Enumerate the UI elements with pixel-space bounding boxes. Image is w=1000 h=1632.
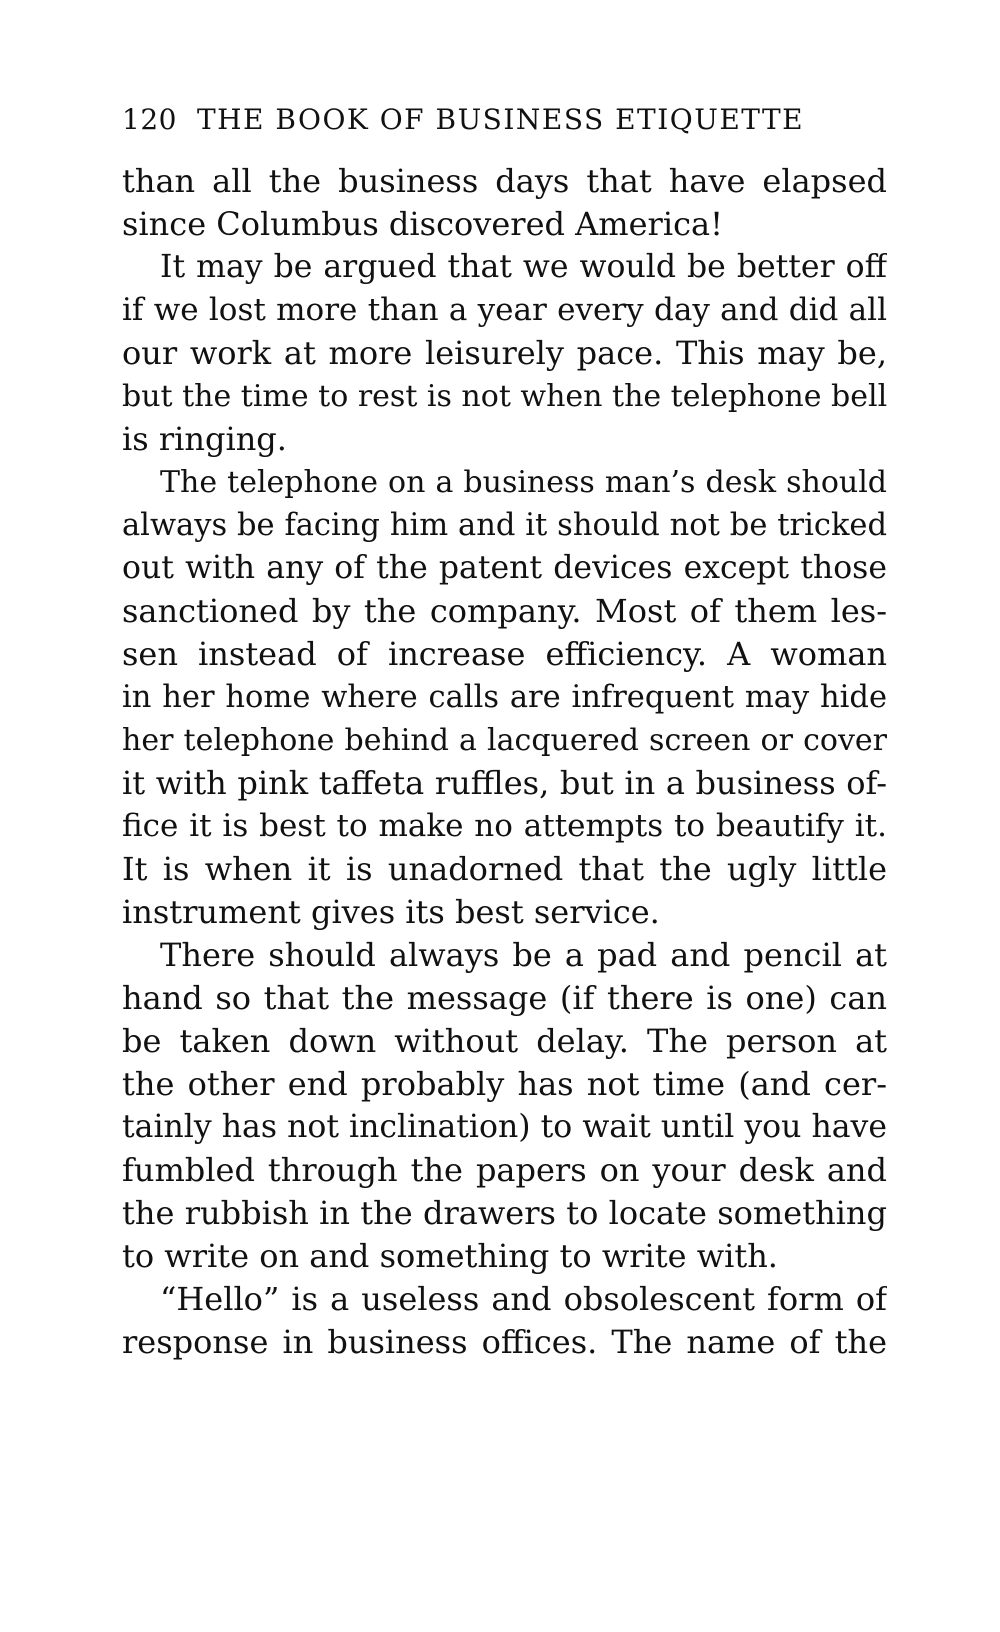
text-line: There should always be a pad and pencil at: [160, 936, 887, 974]
body-text: [122, 160, 887, 1364]
text-line: It may be argued that we would be better off: [160, 249, 887, 285]
text-line: sanctioned by the company. Most of them les-: [122, 592, 887, 630]
text-line: sen instead of increase efficiency. A woman: [122, 635, 887, 673]
text-line: the other end probably has not time (and cer-: [122, 1065, 887, 1103]
text-line: our work at more leisurely pace. This may be,: [122, 334, 887, 372]
page-number: 120: [122, 103, 177, 136]
text-line: “Hello” is a useless and obsolescent form of: [160, 1280, 887, 1318]
text-line: instrument gives its best service.: [122, 893, 660, 931]
text-line: her telephone behind a lacquered screen or cover: [122, 723, 887, 758]
running-title: THE BOOK OF BUSINESS ETIQUETTE: [196, 103, 805, 136]
text-line: hand so that the message (if there is one) can: [122, 979, 887, 1017]
text-line: in her home where calls are infrequent may hide: [122, 680, 887, 715]
text-line: it with pink taffeta ruffles, but in a business of-: [122, 764, 887, 802]
text-line: the rubbish in the drawers to locate something: [122, 1194, 887, 1232]
text-line: than all the business days that have elapsed: [122, 162, 887, 200]
text-line: The telephone on a business man’s desk should: [160, 465, 887, 500]
text-line: but the time to rest is not when the telephone bell: [122, 379, 887, 414]
text-line: response in business offices. The name of the: [122, 1323, 887, 1361]
text-line: be taken down without delay. The person at: [122, 1022, 887, 1060]
text-line: is ringing.: [122, 420, 287, 458]
text-line: fumbled through the papers on your desk and: [122, 1151, 887, 1189]
text-line: tainly has not inclination) to wait until you have: [122, 1109, 887, 1145]
text-line: to write on and something to write with.: [122, 1237, 778, 1275]
text-line: It is when it is unadorned that the ugly little: [122, 850, 887, 888]
text-line: since Columbus discovered America!: [122, 205, 723, 243]
text-line: if we lost more than a year every day and did all: [122, 292, 887, 328]
text-line: always be facing him and it should not be tricked: [122, 508, 887, 543]
text-line: out with any of the patent devices except those: [122, 550, 887, 586]
running-head: [122, 103, 842, 136]
text-line: fice it is best to make no attempts to beautify it.: [122, 808, 887, 844]
